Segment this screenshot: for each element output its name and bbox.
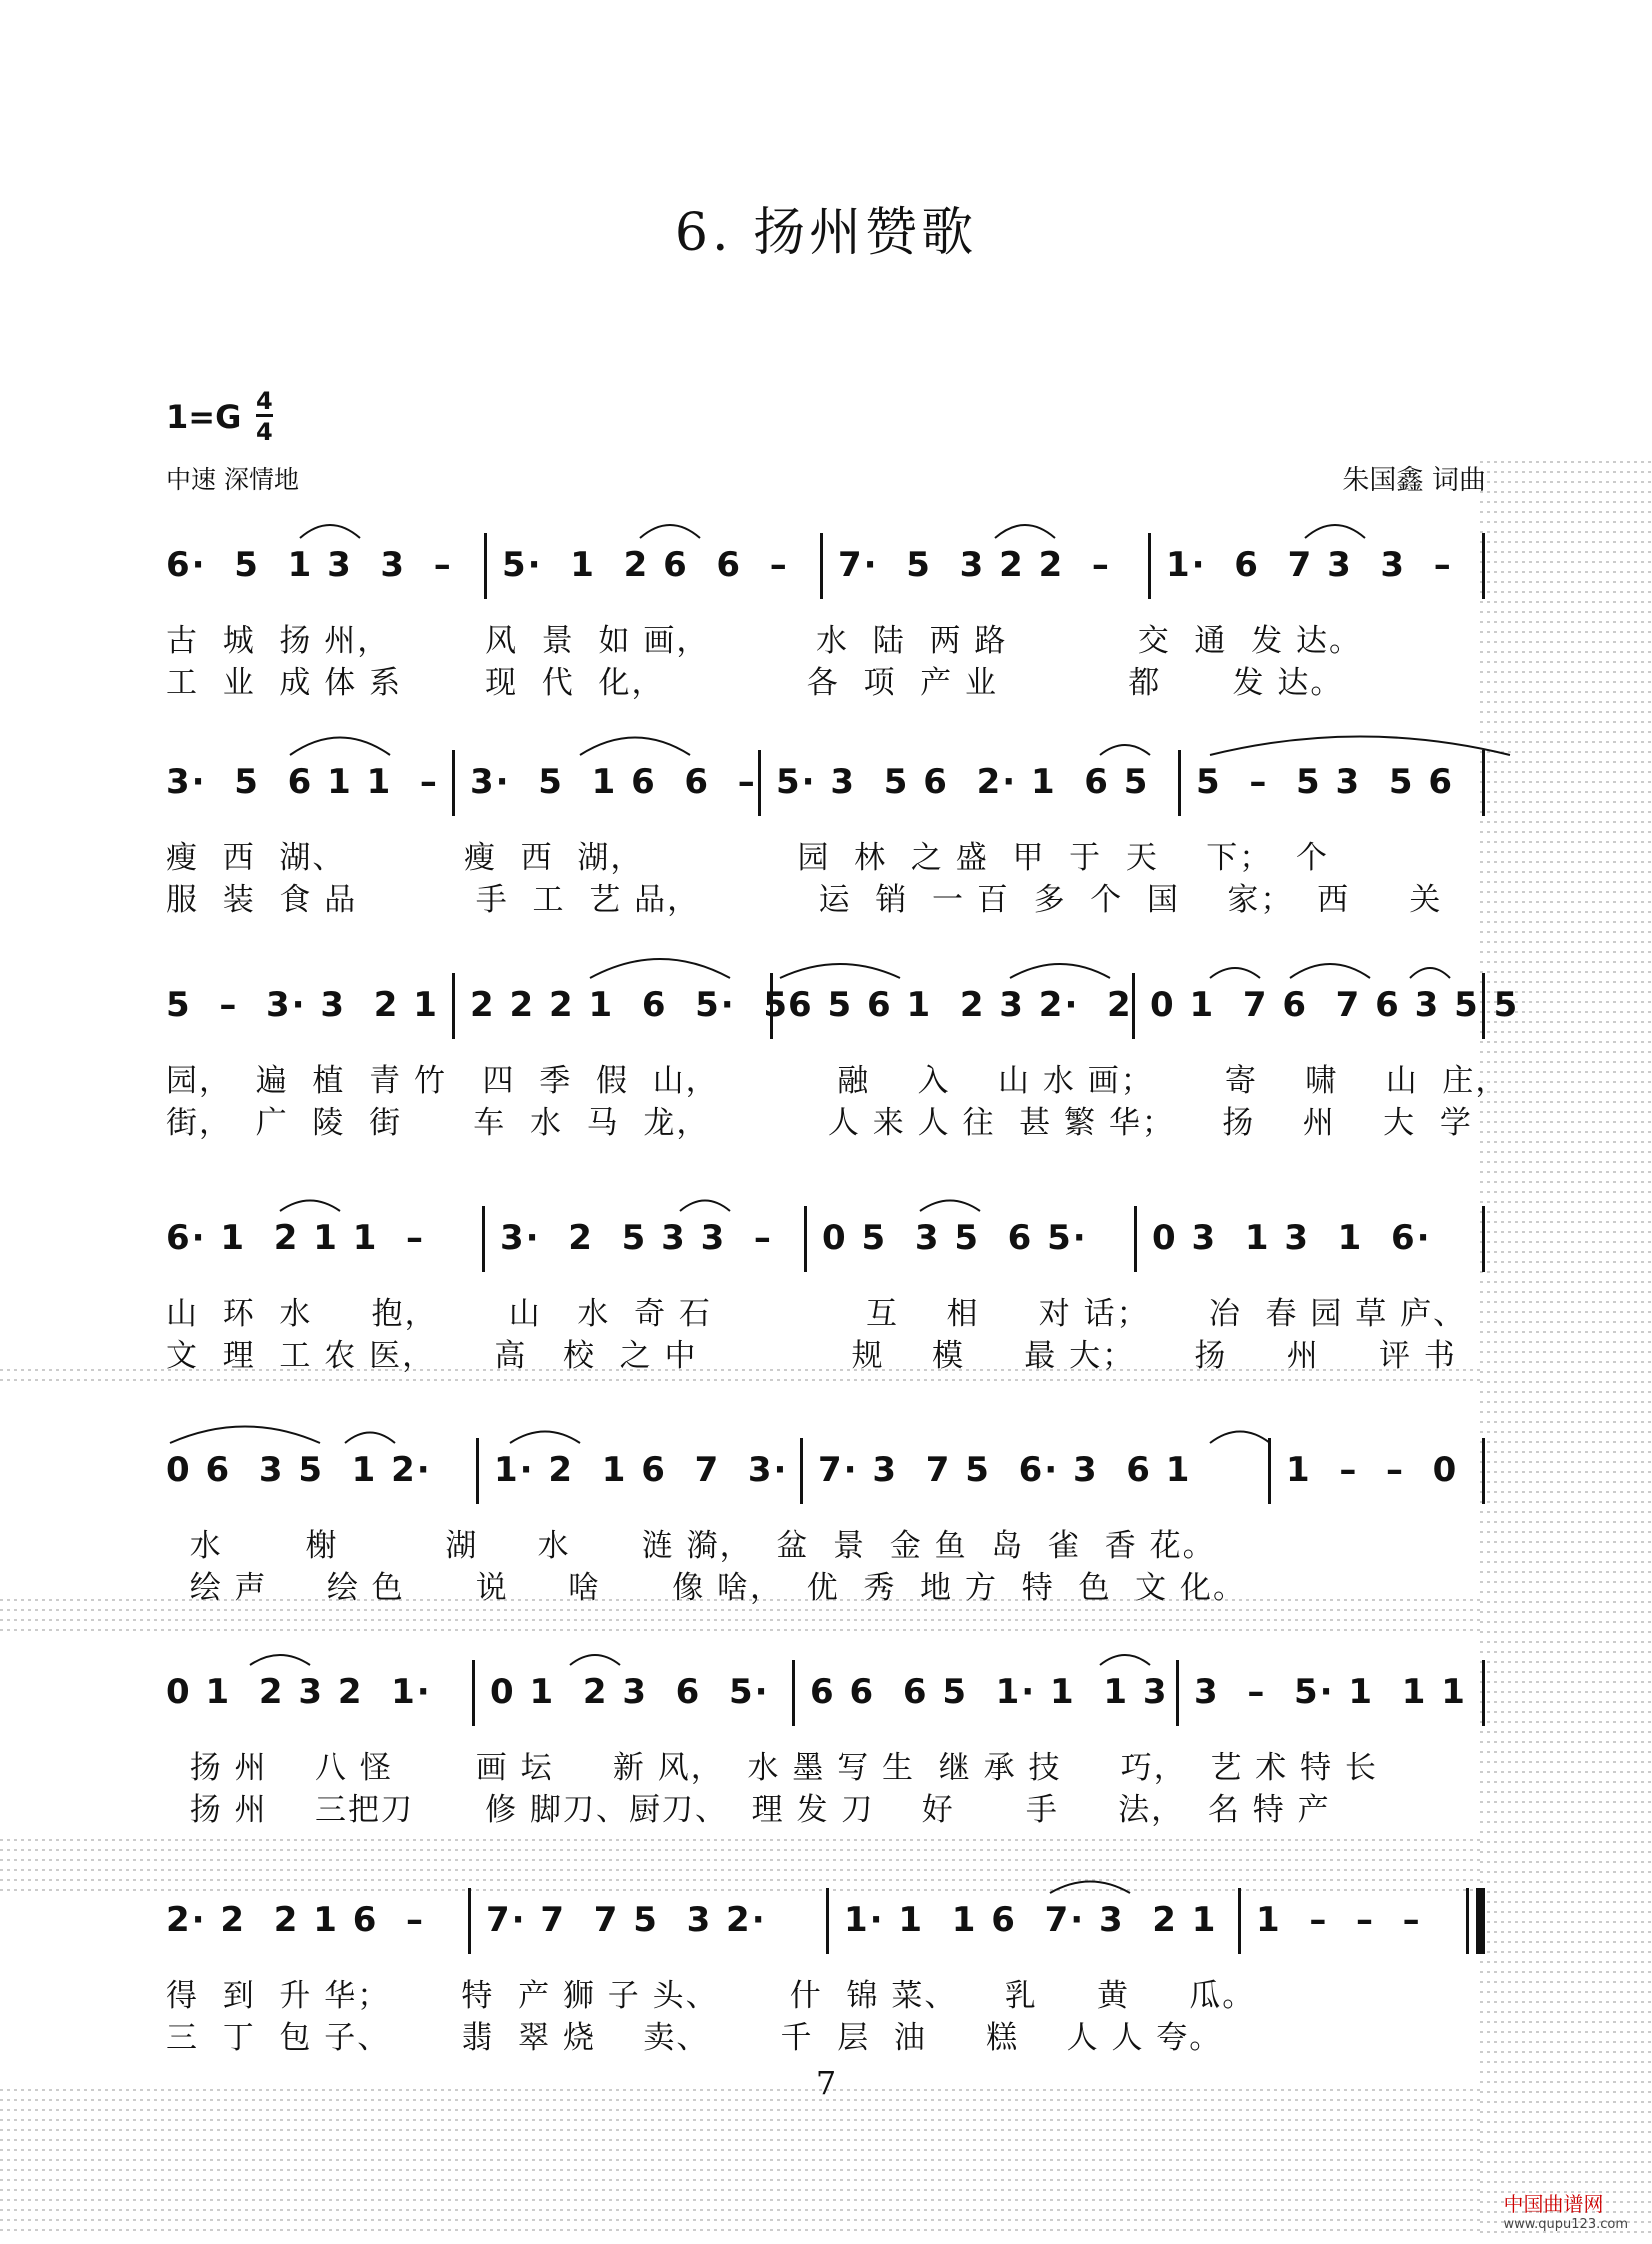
measure: 1 – – – [1256, 1900, 1422, 1940]
measure: 1· 2 1 6 7 3· [494, 1450, 789, 1490]
lyrics-verse-2: 三 丁 包 子、 翡 翠 烧 卖、 千 层 油 糕 人 人 夸。 [166, 2020, 1223, 2056]
lyrics-verse-2: 文 理 工 农 医， 高 校 之 中 规 模 最 大； 扬 州 评 书 [166, 1338, 1457, 1374]
slur [680, 1201, 730, 1212]
lyrics-verse-1: 古 城 扬 州， 风 景 如 画， 水 陆 两 路 交 通 发 达。 [166, 623, 1362, 659]
measure: 0 1 2 3 2 1· [166, 1672, 432, 1712]
measure: 7· 3 7 5 6· 3 6 1 [818, 1450, 1192, 1490]
page-number: 7 [815, 2064, 837, 2102]
measure: 0 6 3 5 1 2· [166, 1450, 432, 1490]
lyrics-verse-1: 山 环 水 抱， 山 水 奇 石 互 相 对 话； 冶 春 园 草 庐、 [166, 1296, 1467, 1332]
key-signature: 1=G [166, 398, 242, 436]
slur [170, 1427, 320, 1444]
slur [1100, 1655, 1150, 1665]
slur [640, 525, 700, 538]
measure: 5· 3 5 6 2· 1 6 5 [776, 762, 1150, 802]
slur [590, 959, 730, 978]
measure: 1· 1 1 6 7· 3 2 1 [844, 1900, 1218, 1940]
watermark-url: www.qupu123.com [1503, 2217, 1628, 2232]
measure: 5· 1 2 6 6 – [502, 545, 789, 585]
measure: 6 5 6 1 2 3 2· 2 [788, 985, 1133, 1025]
lyrics-verse-1: 水 榭 湖 水 涟 漪， 盆 景 金 鱼 岛 雀 香 花。 [166, 1528, 1216, 1564]
slur [1050, 1882, 1130, 1894]
measure: 5 – 5 3 5 6 [1196, 762, 1454, 802]
measure: 5 – 3· 3 2 1 [166, 985, 439, 1025]
measure: 0 3 1 3 1 6· [1152, 1218, 1432, 1258]
time-signature-top: 4 [256, 387, 273, 415]
slur [250, 1655, 310, 1665]
slur [780, 964, 900, 978]
lyrics-verse-1: 瘦 西 湖、 瘦 西 湖， 园 林 之 盛 甲 于 天 下； 个 [166, 840, 1329, 876]
song-title: 6. 扬州赞歌 [674, 203, 978, 263]
slur [280, 1201, 340, 1212]
measure: 3· 2 5 3 3 – [500, 1218, 773, 1258]
slur [995, 525, 1055, 538]
slur [1305, 525, 1365, 538]
measure: 6 6 6 5 1· 1 1 3 [810, 1672, 1169, 1712]
measure: 3· 5 1 6 6 – [470, 762, 757, 802]
measure: 2 2 2 1 6 5· 5 [470, 985, 790, 1025]
lyrics-verse-1: 扬 州 八 怪 画 坛 新 风， 水 墨 写 生 继 承 技 巧， 艺 术 特 长 [166, 1750, 1379, 1786]
measure: 0 1 2 3 6 5· [490, 1672, 770, 1712]
slur [300, 525, 360, 538]
measure: 1 – – 0 [1286, 1450, 1459, 1490]
slur [345, 1433, 395, 1444]
slur [510, 1432, 580, 1444]
author-credit: 朱国鑫 词曲 [1342, 465, 1486, 496]
slur [580, 738, 690, 756]
measure: 1· 6 7 3 3 – [1166, 545, 1453, 585]
measure: 6· 1 2 1 1 – [166, 1218, 426, 1258]
measure: 7· 7 7 5 3 2· [486, 1900, 767, 1940]
measure: 3· 5 6 1 1 – [166, 762, 439, 802]
lyrics-verse-2: 工 业 成 体 系 现 代 化， 各 项 产 业 都 发 达。 [166, 665, 1344, 701]
lyrics-verse-2: 服 装 食 品 手 工 艺 品， 运 销 一 百 多 个 国 家； 西 关 [166, 882, 1443, 918]
slur [1210, 737, 1510, 756]
slur [1010, 964, 1110, 978]
measure: 7· 5 3 2 2 – [838, 545, 1111, 585]
watermark-logo [1503, 2188, 1628, 2232]
slur [1290, 964, 1370, 978]
watermark-main: 中国曲谱网 [1503, 2192, 1604, 2216]
measure: 0 5 3 5 6 5· [822, 1218, 1088, 1258]
slur [1410, 968, 1450, 978]
lyrics-verse-2: 街， 广 陵 街 车 水 马 龙， 人 来 人 往 甚 繁 华； 扬 州 大 学 [166, 1105, 1473, 1141]
slur [1100, 745, 1150, 755]
slur [920, 1201, 980, 1212]
lyrics-verse-1: 园， 遍 植 青 竹 四 季 假 山， 融 入 山 水 画； 寄 啸 山 庄， [166, 1063, 1509, 1099]
slur [1210, 1432, 1270, 1444]
measure: 3 – 5· 1 1 1 [1194, 1672, 1467, 1712]
measure: 6· 5 1 3 3 – [166, 545, 453, 585]
time-signature-bottom: 4 [256, 418, 273, 446]
tempo-marking: 中速 深情地 [166, 465, 299, 494]
measure: 0 1 7 6 7 6 3 5 5 [1150, 985, 1520, 1025]
slur [290, 738, 390, 756]
slur [1210, 968, 1260, 978]
lyrics-verse-1: 得 到 升 华； 特 产 狮 子 头、 什 锦 菜、 乳 黄 瓜。 [166, 1978, 1256, 2014]
lyrics-verse-2: 绘 声 绘 色 说 啥 像 啥， 优 秀 地 方 特 色 文 化。 [166, 1570, 1247, 1606]
slur [570, 1655, 620, 1665]
lyrics-verse-2: 扬 州 三把刀 修 脚刀、厨刀、 理 发 刀 好 手 法， 名 特 产 [166, 1792, 1331, 1828]
measure: 2· 2 2 1 6 – [166, 1900, 426, 1940]
